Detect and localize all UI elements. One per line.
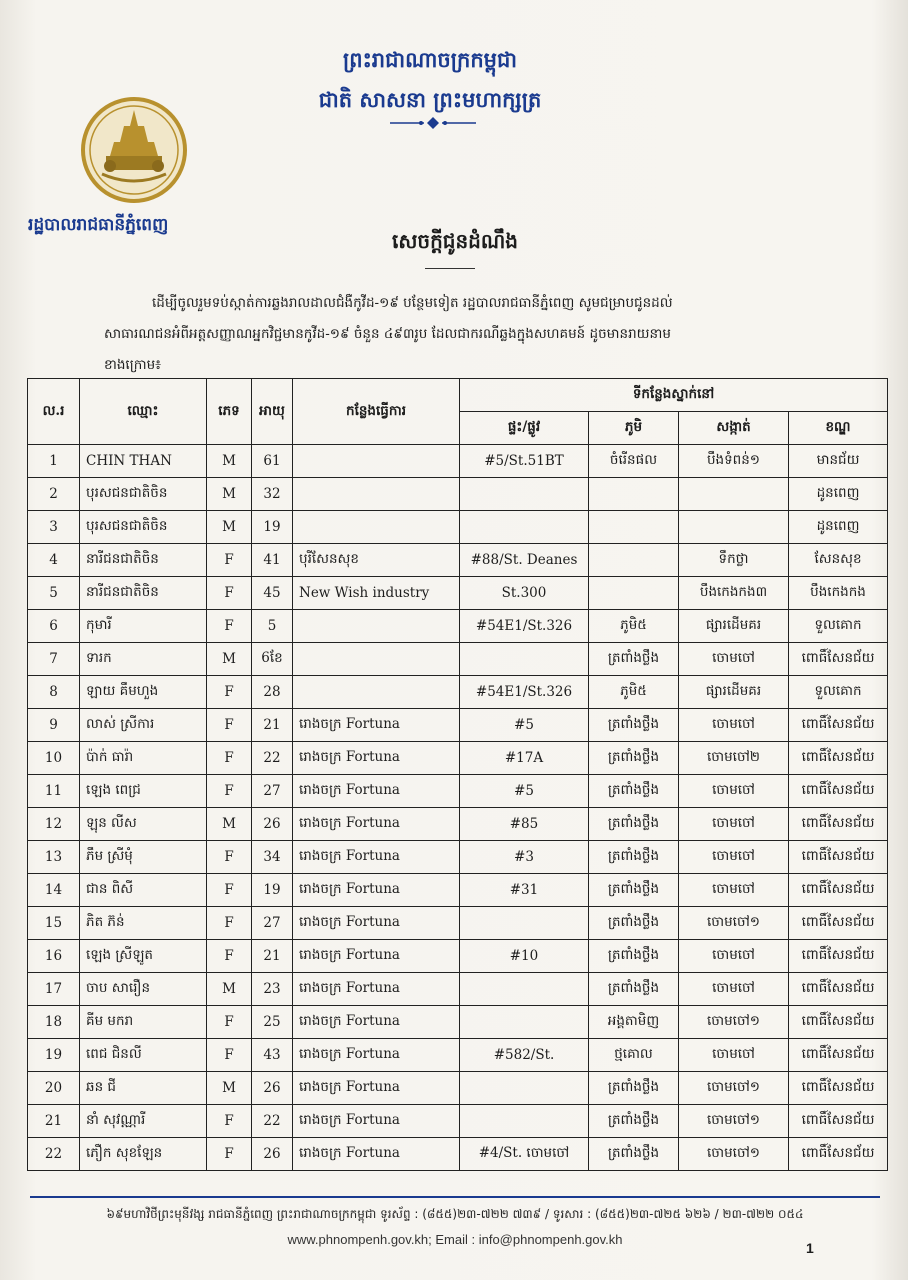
cell-name: កុមារី <box>80 610 207 643</box>
kingdom-header <box>300 40 560 120</box>
cell-no: 10 <box>28 742 80 775</box>
cell-work: បុរីសែនសុខ <box>293 544 460 577</box>
cell-age: 34 <box>252 841 293 874</box>
cell-house: #5 <box>460 775 589 808</box>
cell-age: 27 <box>252 907 293 940</box>
cell-sangkat: ចោមចៅ <box>679 973 789 1006</box>
cell-age: 43 <box>252 1039 293 1072</box>
cell-age: 5 <box>252 610 293 643</box>
cell-name: នារីជនជាតិចិន <box>80 577 207 610</box>
cell-work: រោងចក្រ Fortuna <box>293 1105 460 1138</box>
cell-house <box>460 1072 589 1105</box>
cell-sangkat: បឹងទំពន់១ <box>679 445 789 478</box>
cell-work: រោងចក្រ Fortuna <box>293 907 460 940</box>
cell-sex: F <box>207 874 252 907</box>
cell-village: ត្រពាំងថ្លឹង <box>589 1072 679 1105</box>
table-row <box>28 940 888 973</box>
cell-sangkat: ចោមចៅ១ <box>679 1072 789 1105</box>
cell-sex: F <box>207 940 252 973</box>
cell-sex: M <box>207 643 252 676</box>
header-sangkat: សង្កាត់ <box>679 412 789 445</box>
header-name: ឈ្មោះ <box>80 379 207 445</box>
cell-sex: F <box>207 676 252 709</box>
cell-village <box>589 544 679 577</box>
title-underline <box>425 268 475 269</box>
cell-work <box>293 643 460 676</box>
kingdom-line-1: ព្រះរាជាណាចក្រកម្ពុជា <box>342 47 517 72</box>
cell-sangkat: ផ្សារដើមគរ <box>679 676 789 709</box>
cell-khan: ដូនពេញ <box>789 511 888 544</box>
cell-work: រោងចក្រ Fortuna <box>293 940 460 973</box>
cell-house: #582/St. <box>460 1039 589 1072</box>
cell-name: បុរសជនជាតិចិន <box>80 478 207 511</box>
document-title: សេចក្តីជូនដំណឹង <box>392 229 518 253</box>
cell-work: រោងចក្រ Fortuna <box>293 1039 460 1072</box>
cell-sangkat: ចោមចៅ១ <box>679 907 789 940</box>
cell-village: ថ្មគោល <box>589 1039 679 1072</box>
cell-sex: M <box>207 973 252 1006</box>
cell-khan: ពោធិ៍សែនជ័យ <box>789 1138 888 1171</box>
cell-age: 21 <box>252 709 293 742</box>
cell-no: 12 <box>28 808 80 841</box>
cell-work: រោងចក្រ Fortuna <box>293 1138 460 1171</box>
cell-no: 21 <box>28 1105 80 1138</box>
cell-khan: ពោធិ៍សែនជ័យ <box>789 907 888 940</box>
cell-house <box>460 478 589 511</box>
cell-age: 45 <box>252 577 293 610</box>
cell-age: 25 <box>252 1006 293 1039</box>
cell-sex: F <box>207 1039 252 1072</box>
cell-house <box>460 511 589 544</box>
cell-no: 3 <box>28 511 80 544</box>
cell-khan: សែនសុខ <box>789 544 888 577</box>
cell-no: 20 <box>28 1072 80 1105</box>
cell-work: រោងចក្រ Fortuna <box>293 841 460 874</box>
cell-village: ចំរើនផល <box>589 445 679 478</box>
cell-sex: M <box>207 511 252 544</box>
header-village: ភូមិ <box>589 412 679 445</box>
cell-name: ឡេង ពេជ្រ <box>80 775 207 808</box>
cell-sex: F <box>207 610 252 643</box>
cell-village: ត្រពាំងថ្លឹង <box>589 940 679 973</box>
cell-village <box>589 577 679 610</box>
page-number: 1 <box>806 1240 814 1256</box>
cell-khan: ពោធិ៍សែនជ័យ <box>789 973 888 1006</box>
cell-house: #85 <box>460 808 589 841</box>
cell-no: 11 <box>28 775 80 808</box>
cell-name: ជាន ពិសី <box>80 874 207 907</box>
footer-address: ៦៩មហាវិថីព្រះមុនីវង្ស រាជធានីភ្នំពេញ ព្រះរាជាណាចក្រកម្ពុជា ទូរស័ព្ទ : (៨៥៥)២៣-៧២២ ៧៣៩ / ទូរសារ : (៨៥៥)២៣-៧២៥ ៦២៦ / ២៣-៧២២ ០៥៤ <box>106 1207 804 1221</box>
cell-name: នាំ សុវណ្ណារី <box>80 1105 207 1138</box>
table-row <box>28 775 888 808</box>
cell-village <box>589 511 679 544</box>
table-row <box>28 841 888 874</box>
cell-sex: F <box>207 841 252 874</box>
cell-work <box>293 511 460 544</box>
cell-no: 7 <box>28 643 80 676</box>
cell-name: CHIN THAN <box>80 445 207 478</box>
header-no: ល.រ <box>28 379 80 445</box>
cell-work: New Wish industry <box>293 577 460 610</box>
cell-name: ភឹម ស្រីមុំ <box>80 841 207 874</box>
table-row <box>28 445 888 478</box>
table-row <box>28 643 888 676</box>
cell-age: 27 <box>252 775 293 808</box>
kingdom-line-2: ជាតិ សាសនា ព្រះមហាក្សត្រ <box>318 87 542 112</box>
cell-village: ត្រពាំងថ្លឹង <box>589 1138 679 1171</box>
cell-work: រោងចក្រ Fortuna <box>293 742 460 775</box>
cell-house <box>460 643 589 676</box>
header-residence: ទីកន្លែងស្នាក់នៅ <box>460 379 888 412</box>
cell-khan: ទួលគោក <box>789 610 888 643</box>
cell-age: 22 <box>252 1105 293 1138</box>
cell-work: រោងចក្រ Fortuna <box>293 1006 460 1039</box>
cell-house: #5/St.51BT <box>460 445 589 478</box>
cell-sex: F <box>207 1006 252 1039</box>
cell-village: ត្រពាំងថ្លឹង <box>589 643 679 676</box>
cell-age: 26 <box>252 1072 293 1105</box>
cell-sangkat: ចោមចៅ <box>679 841 789 874</box>
cell-sangkat: ចោមចៅ១ <box>679 1105 789 1138</box>
cell-age: 6ខែ <box>252 643 293 676</box>
cell-sangkat <box>679 478 789 511</box>
header-sex: ភេទ <box>207 379 252 445</box>
table-row <box>28 676 888 709</box>
table-row <box>28 1072 888 1105</box>
cell-khan: ពោធិ៍សែនជ័យ <box>789 775 888 808</box>
cell-khan: ពោធិ៍សែនជ័យ <box>789 643 888 676</box>
cell-work <box>293 478 460 511</box>
cell-name: គីម មករា <box>80 1006 207 1039</box>
cell-sangkat: ចោមចៅ <box>679 709 789 742</box>
cell-name: នារីជនជាតិចិន <box>80 544 207 577</box>
cell-house <box>460 907 589 940</box>
cell-age: 61 <box>252 445 293 478</box>
intro-line-1: ដើម្បីចូលរួមទប់ស្កាត់ការឆ្លងរាលដាលជំងឺកូវីដ-១៩ បន្ថែមទៀត រដ្ឋបាលរាជធានីភ្នំពេញ សូមជម្រាបជូនដល់ <box>152 295 673 311</box>
cases-table <box>27 378 888 1171</box>
cell-house <box>460 1006 589 1039</box>
cell-name: ឡុន លីស <box>80 808 207 841</box>
cell-village: ត្រពាំងថ្លឹង <box>589 841 679 874</box>
cell-khan: ពោធិ៍សែនជ័យ <box>789 808 888 841</box>
cell-house: #4/St. ចោមចៅ <box>460 1138 589 1171</box>
cell-no: 8 <box>28 676 80 709</box>
cell-age: 26 <box>252 1138 293 1171</box>
table-row <box>28 1138 888 1171</box>
cell-sex: F <box>207 907 252 940</box>
cell-sex: F <box>207 709 252 742</box>
cell-work: រោងចក្រ Fortuna <box>293 775 460 808</box>
cell-sangkat: ចោមចៅ <box>679 1039 789 1072</box>
cell-sex: F <box>207 1138 252 1171</box>
table-row <box>28 742 888 775</box>
cell-sangkat: ចោមចៅ១ <box>679 1006 789 1039</box>
header-age: អាយុ <box>252 379 293 445</box>
cell-sangkat <box>679 511 789 544</box>
cell-sangkat: ចោមចៅ <box>679 874 789 907</box>
table-row <box>28 544 888 577</box>
cell-name: ចាប សារឿន <box>80 973 207 1006</box>
cell-house: #54E1/St.326 <box>460 610 589 643</box>
cell-village: ត្រពាំងថ្លឹង <box>589 709 679 742</box>
cell-sex: M <box>207 1072 252 1105</box>
cell-village: ត្រពាំងថ្លឹង <box>589 742 679 775</box>
cell-sex: M <box>207 808 252 841</box>
intro-line-2: សាធារណជនអំពីអត្តសញ្ញាណអ្នកវិជ្ជមានកូវីដ-១៩ ចំនួន ៤៩៣រូប ដែលជាករណីឆ្លងក្នុងសហគមន៍ ដូចមានរាយនាម <box>104 326 671 342</box>
table-row <box>28 907 888 940</box>
cell-khan: ពោធិ៍សែនជ័យ <box>789 940 888 973</box>
cell-house: #31 <box>460 874 589 907</box>
cell-village: អង្គតាមិញ <box>589 1006 679 1039</box>
cell-sangkat: បឹងកេងកង៣ <box>679 577 789 610</box>
municipality-name: រដ្ឋបាលរាជធានីភ្នំពេញ <box>28 215 169 235</box>
cell-name: ឡាយ គឹមហួង <box>80 676 207 709</box>
intro-line-3: ខាងក្រោម៖ <box>104 357 162 373</box>
cell-sangkat: ចោមចៅ២ <box>679 742 789 775</box>
cell-house <box>460 973 589 1006</box>
cell-no: 16 <box>28 940 80 973</box>
cell-name: បុរសជនជាតិចិន <box>80 511 207 544</box>
cell-village: ត្រពាំងថ្លឹង <box>589 973 679 1006</box>
cell-khan: ពោធិ៍សែនជ័យ <box>789 1072 888 1105</box>
cell-no: 6 <box>28 610 80 643</box>
cell-no: 5 <box>28 577 80 610</box>
header-workplace: កន្លែងធ្វើការ <box>293 379 460 445</box>
table-row <box>28 1105 888 1138</box>
cell-house: #10 <box>460 940 589 973</box>
cell-name: ពេជ ជិនលី <box>80 1039 207 1072</box>
cell-no: 1 <box>28 445 80 478</box>
cell-khan: បឹងកេងកង <box>789 577 888 610</box>
table-row <box>28 709 888 742</box>
cell-name: ឡេង ស្រីឡូត <box>80 940 207 973</box>
cell-sex: F <box>207 577 252 610</box>
cell-khan: ពោធិ៍សែនជ័យ <box>789 742 888 775</box>
cell-sangkat: ចោមចៅ <box>679 643 789 676</box>
cell-village: ត្រពាំងថ្លឹង <box>589 907 679 940</box>
cell-work: រោងចក្រ Fortuna <box>293 709 460 742</box>
cell-work: រោងចក្រ Fortuna <box>293 874 460 907</box>
cell-sangkat: ចោមចៅ <box>679 940 789 973</box>
footer-divider <box>30 1196 880 1198</box>
table-row <box>28 511 888 544</box>
cell-khan: ពោធិ៍សែនជ័យ <box>789 1105 888 1138</box>
cell-age: 26 <box>252 808 293 841</box>
cell-khan: ពោធិ៍សែនជ័យ <box>789 1039 888 1072</box>
cell-sex: F <box>207 775 252 808</box>
cell-no: 9 <box>28 709 80 742</box>
cell-sex: M <box>207 445 252 478</box>
cell-age: 23 <box>252 973 293 1006</box>
table-row <box>28 1006 888 1039</box>
table-row <box>28 808 888 841</box>
table-row <box>28 577 888 610</box>
cell-khan: ពោធិ៍សែនជ័យ <box>789 1006 888 1039</box>
cell-khan: ដូនពេញ <box>789 478 888 511</box>
cell-name: ភឿក សុខឡែន <box>80 1138 207 1171</box>
cell-house: #17A <box>460 742 589 775</box>
cell-sex: M <box>207 478 252 511</box>
cell-no: 15 <box>28 907 80 940</box>
cell-sangkat: ផ្សារដើមគរ <box>679 610 789 643</box>
table-row <box>28 874 888 907</box>
cell-no: 18 <box>28 1006 80 1039</box>
cell-house: #5 <box>460 709 589 742</box>
cell-sex: F <box>207 742 252 775</box>
cell-village: ត្រពាំងថ្លឹង <box>589 1105 679 1138</box>
cell-age: 28 <box>252 676 293 709</box>
table-row <box>28 478 888 511</box>
cell-age: 19 <box>252 511 293 544</box>
cell-age: 19 <box>252 874 293 907</box>
cell-work <box>293 676 460 709</box>
header-khan: ខណ្ឌ <box>789 412 888 445</box>
cell-village: ភូមិ៥ <box>589 610 679 643</box>
cell-name: លាស់ ស្រីការ <box>80 709 207 742</box>
table-row <box>28 610 888 643</box>
cell-no: 22 <box>28 1138 80 1171</box>
cell-age: 22 <box>252 742 293 775</box>
cell-no: 13 <box>28 841 80 874</box>
cell-village: ភូមិ៥ <box>589 676 679 709</box>
cell-house: #88/St. Deanes <box>460 544 589 577</box>
cell-age: 32 <box>252 478 293 511</box>
cell-work <box>293 445 460 478</box>
cell-khan: មានជ័យ <box>789 445 888 478</box>
cell-no: 14 <box>28 874 80 907</box>
cell-sangkat: ចោមចៅ១ <box>679 1138 789 1171</box>
intro-paragraph <box>104 288 844 381</box>
municipal-seal-icon <box>80 96 188 204</box>
cell-work: រោងចក្រ Fortuna <box>293 973 460 1006</box>
cell-work: រោងចក្រ Fortuna <box>293 1072 460 1105</box>
cell-age: 41 <box>252 544 293 577</box>
table-header-row <box>28 379 888 412</box>
ornament-divider-icon <box>388 116 478 130</box>
cell-khan: ពោធិ៍សែនជ័យ <box>789 841 888 874</box>
cell-sangkat: ចោមចៅ <box>679 808 789 841</box>
cell-khan: ពោធិ៍សែនជ័យ <box>789 709 888 742</box>
cell-no: 19 <box>28 1039 80 1072</box>
cell-no: 2 <box>28 478 80 511</box>
cell-sangkat: ទឹកថ្លា <box>679 544 789 577</box>
cell-name: ភិត ភ៊ន់ <box>80 907 207 940</box>
cell-name: ឆន ជី <box>80 1072 207 1105</box>
cell-village: ត្រពាំងថ្លឹង <box>589 808 679 841</box>
cell-sex: F <box>207 544 252 577</box>
cell-work <box>293 610 460 643</box>
table-row <box>28 973 888 1006</box>
cell-name: ប៉ាក់ ធារ៉ា <box>80 742 207 775</box>
table-body <box>28 445 888 1171</box>
cell-house: #3 <box>460 841 589 874</box>
footer-contact: www.phnompenh.gov.kh; Email : info@phnompenh.gov.kh <box>287 1232 623 1247</box>
cell-house: St.300 <box>460 577 589 610</box>
cell-no: 4 <box>28 544 80 577</box>
cell-village <box>589 478 679 511</box>
cell-no: 17 <box>28 973 80 1006</box>
table-row <box>28 1039 888 1072</box>
cell-khan: ទួលគោក <box>789 676 888 709</box>
cell-house <box>460 1105 589 1138</box>
cell-house: #54E1/St.326 <box>460 676 589 709</box>
cell-sangkat: ចោមចៅ <box>679 775 789 808</box>
cell-village: ត្រពាំងថ្លឹង <box>589 874 679 907</box>
cell-village: ត្រពាំងថ្លឹង <box>589 775 679 808</box>
cell-work: រោងចក្រ Fortuna <box>293 808 460 841</box>
cell-khan: ពោធិ៍សែនជ័យ <box>789 874 888 907</box>
cell-age: 21 <box>252 940 293 973</box>
cell-sex: F <box>207 1105 252 1138</box>
header-house: ផ្ទះ/ផ្លូវ <box>460 412 589 445</box>
cell-name: ទារក <box>80 643 207 676</box>
